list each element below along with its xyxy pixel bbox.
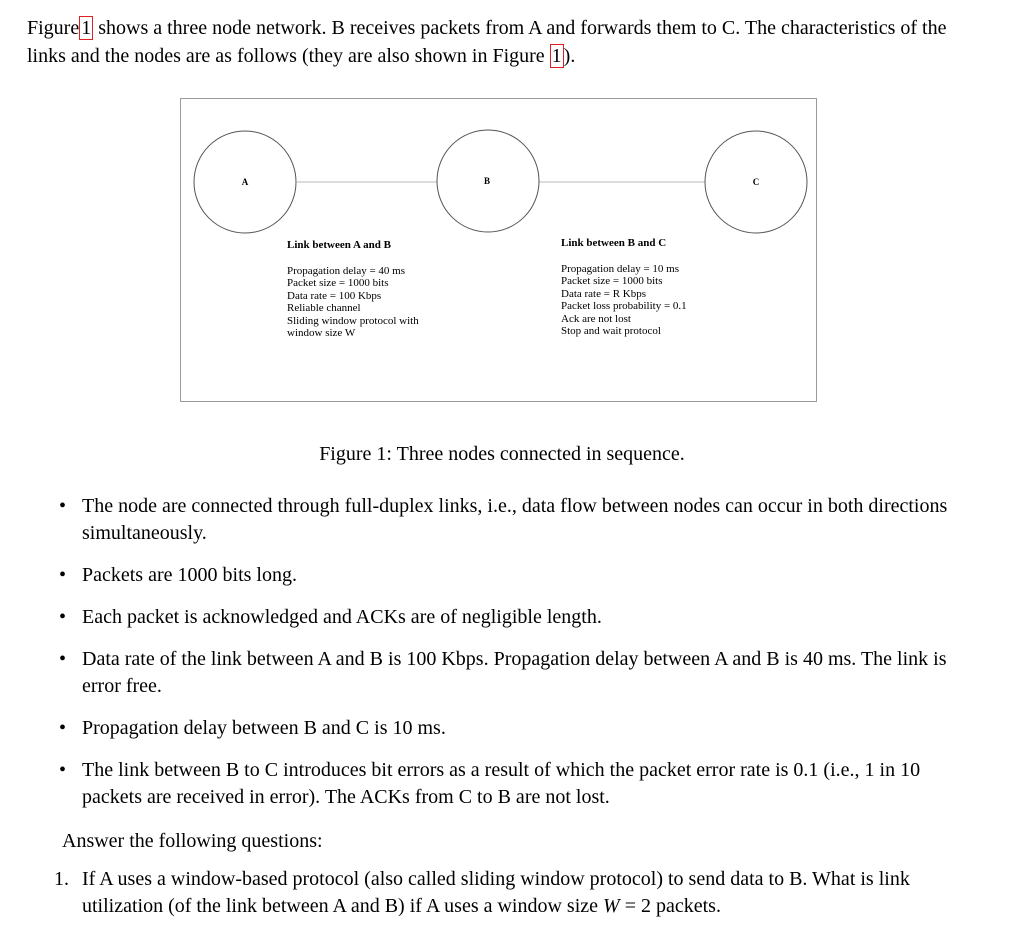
list-item-text: The node are connected through full-duplex links, i.e., data flow between nodes can occur in both directions simultaneously.: [82, 495, 948, 544]
link-bc-line: Ack are not lost: [561, 312, 631, 325]
node-b-label: B: [483, 176, 491, 186]
intro-text-2: shows a three node network. B receives packets from A and forwards them to C. The characteristics of the links and the nodes are as follows (they are also shown in Figure: [27, 17, 947, 67]
intro-text-3: ).: [563, 45, 576, 67]
list-item-text: Packets are 1000 bits long.: [82, 564, 297, 586]
link-ab-line: Sliding window protocol with: [287, 314, 419, 327]
link-bc-description: [561, 237, 687, 338]
list-item: [54, 562, 984, 589]
link-ab-line: Data rate = 100 Kbps: [287, 289, 382, 302]
question-text-after: = 2 packets.: [624, 895, 721, 917]
question-variable: W: [603, 895, 620, 917]
answer-lead: Answer the following questions:: [62, 830, 323, 852]
node-c-label: C: [752, 177, 760, 187]
list-item-text: The link between B to C introduces bit errors as a result of which the packet error rate is 0.1 (i.e., 1 in 10 packets are received in error). The ACKs from C to B are not lost.: [82, 759, 921, 808]
figure-caption: Figure 1: Three nodes connected in sequence.: [319, 443, 685, 465]
list-item-text: Propagation delay between B and C is 10 ms.: [82, 717, 446, 739]
figure-ref-link-2[interactable]: 1: [551, 45, 562, 67]
list-item: [54, 715, 984, 742]
link-ab-line: window size W: [287, 327, 356, 339]
intro-text-1: Figure: [27, 17, 80, 39]
link-ab-line: Propagation delay = 40 ms: [287, 264, 406, 277]
question-text-before: If A uses a window-based protocol (also called sliding window protocol) to send data to B. What is link utilization (of the link between A and B) if A uses a window size: [82, 868, 910, 917]
bullet-dot-icon: •: [59, 606, 67, 628]
link-ab-header: Link between A and B: [287, 239, 391, 251]
list-item: [54, 493, 984, 547]
list-item: [54, 604, 984, 631]
list-item: [54, 757, 984, 811]
link-bc-line: Propagation delay = 10 ms: [561, 262, 680, 275]
bullet-list: [54, 493, 984, 826]
bullet-dot-icon: •: [59, 717, 67, 739]
bullet-dot-icon: •: [59, 648, 67, 670]
list-item-text: Data rate of the link between A and B is 100 Kbps. Propagation delay between A and B is 40 ms. The link is error free.: [82, 648, 947, 697]
bullet-dot-icon: •: [59, 759, 67, 781]
node-a-label: A: [241, 177, 249, 187]
link-ab-line: Packet size = 1000 bits: [287, 277, 389, 289]
link-ab-description: [287, 239, 419, 340]
question-number: 1.: [54, 868, 69, 890]
intro-paragraph: [27, 14, 987, 70]
figure-ref-link-1[interactable]: 1: [81, 17, 92, 39]
bullet-dot-icon: •: [59, 564, 67, 586]
link-bc-line: Data rate = R Kbps: [561, 287, 647, 300]
link-bc-line: Packet loss probability = 0.1: [561, 300, 687, 312]
network-figure: [180, 98, 817, 402]
link-bc-header: Link between B and C: [561, 237, 667, 249]
list-item: [54, 646, 984, 700]
bullet-dot-icon: •: [59, 495, 67, 517]
network-diagram: [181, 99, 818, 403]
question-item: [54, 866, 984, 920]
link-bc-line: Packet size = 1000 bits: [561, 275, 663, 287]
link-bc-line: Stop and wait protocol: [561, 325, 661, 337]
question-text: [54, 866, 984, 920]
link-ab-line: Reliable channel: [287, 302, 361, 314]
list-item-text: Each packet is acknowledged and ACKs are of negligible length.: [82, 606, 602, 628]
